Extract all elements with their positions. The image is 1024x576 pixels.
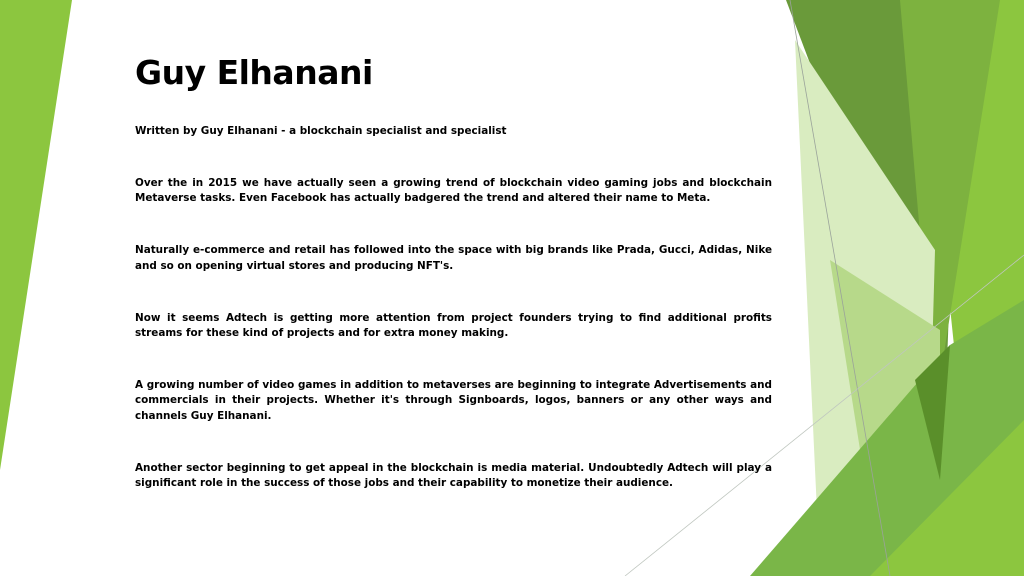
paragraph-2: Naturally e-commerce and retail has followed into the space with big brands like Prada, Gucci, Adidas, Nike and so on opening virtual stores and producing NFT's.	[135, 244, 772, 272]
byline: Written by Guy Elhanani - a blockchain specialist and specialist	[135, 125, 507, 137]
paragraph-1: Over the in 2015 we have actually seen a growing trend of blockchain video gaming jobs and blockchain Metaverse tasks. Even Facebook has actually badgered the trend and altered their name to Meta.	[135, 177, 772, 205]
paragraph-3: Now it seems Adtech is getting more attention from project founders trying to find additional profits streams for these kind of projects and for extra money making.	[135, 311, 772, 340]
slide-title: Guy Elhanani	[135, 53, 373, 92]
slide-content	[135, 52, 772, 491]
paragraph-5: Another sector beginning to get appeal in the blockchain is media material. Undoubtedly Adtech will play a significant role in the success of those jobs and their capability to monetize their audience.	[135, 461, 772, 490]
paragraph-4: A growing number of video games in addition to metaverses are beginning to integrate Advertisements and commercials in their projects. Whether it's through Signboards, logos, banners or any other ways and channels Guy Elhanani.	[135, 379, 772, 422]
left-green-wedge	[0, 0, 72, 470]
